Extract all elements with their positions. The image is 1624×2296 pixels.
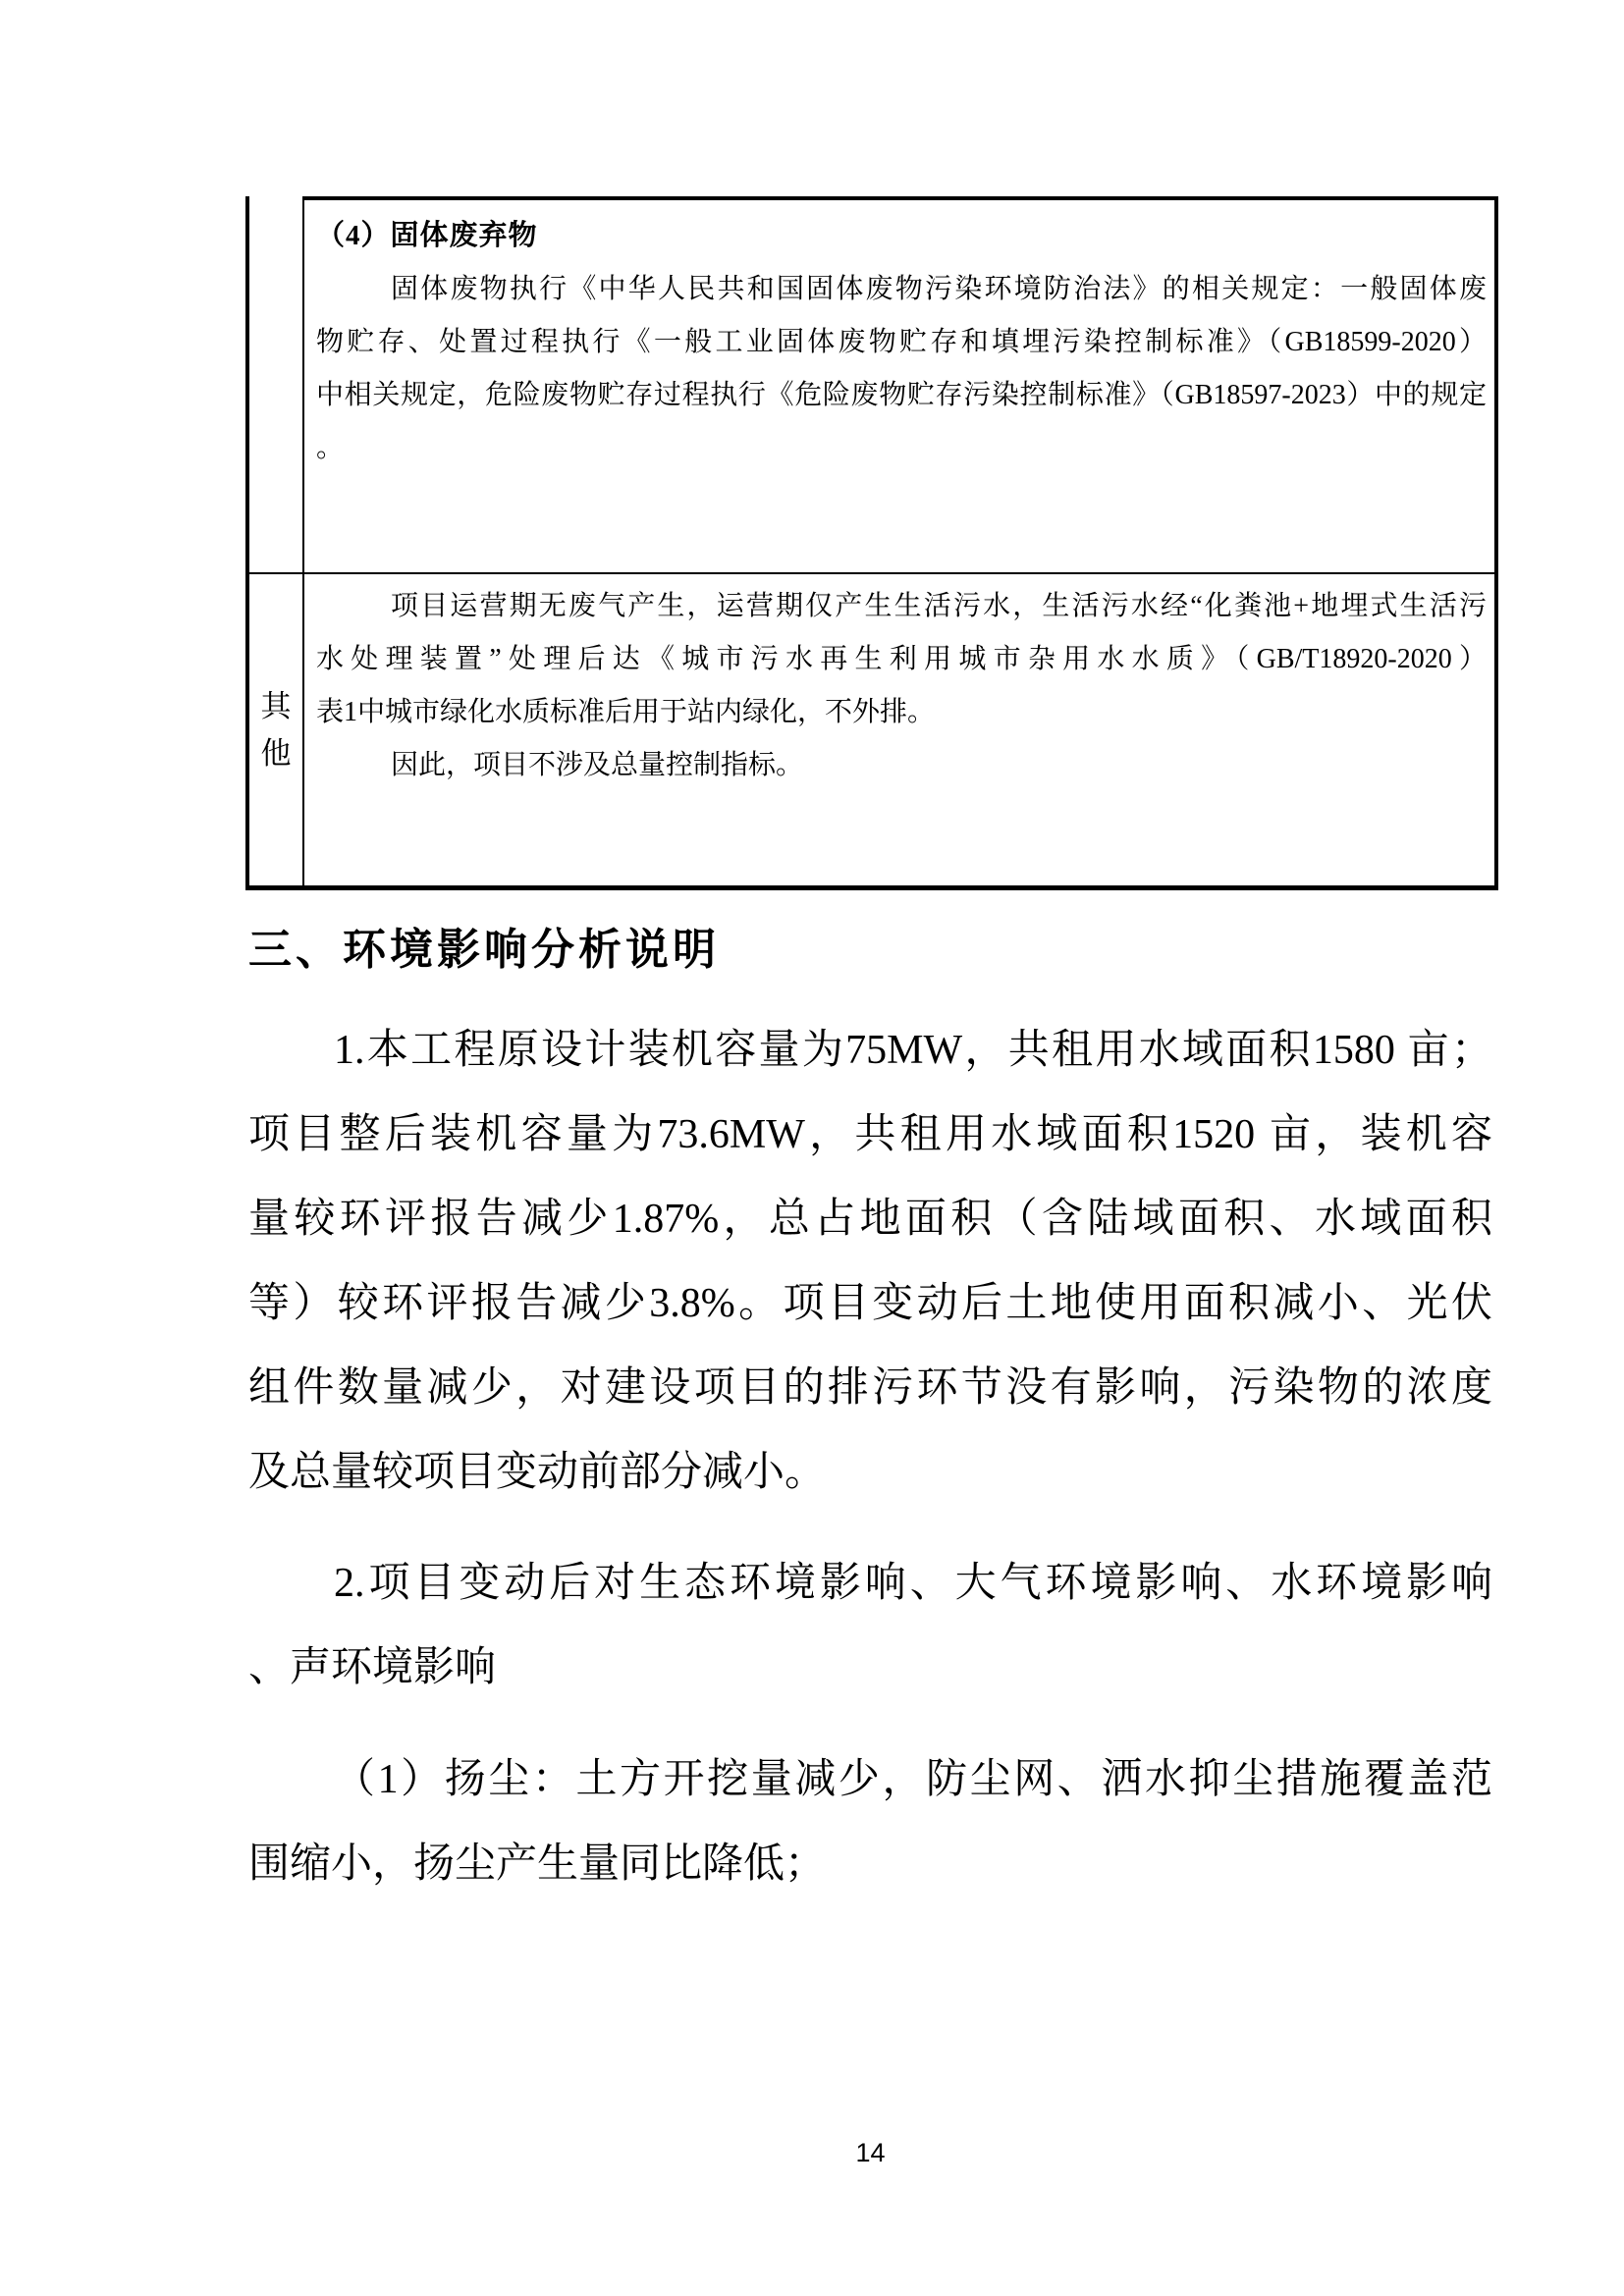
table-row2-line-4: 因此，项目不涉及总量控制指标。 bbox=[391, 750, 804, 780]
solid-waste-heading: （4）固体废弃物 bbox=[316, 220, 538, 251]
table-row1-line-2: 物贮存、处置过程执行《一般工业固体废物贮存和填埋污染控制标准》（GB18599-2020） bbox=[316, 327, 1487, 357]
section-title: 三、环境影响分析说明 bbox=[248, 926, 720, 974]
table-row2-line-1: 项目运营期无废气产生，运营期仅产生生活污水，生活污水经“化粪池+地埋式生活污 bbox=[391, 591, 1487, 621]
paragraph-1-line-4: 等）较环评报告减少3.8%。项目变动后土地使用面积减小、光伏 bbox=[248, 1281, 1492, 1326]
paragraph-1-line-1: 1.本工程原设计装机容量为75MW，共租用水域面积1580 亩； bbox=[334, 1028, 1492, 1073]
paragraph-3-line-1: （1）扬尘：土方开挖量减少，防尘网、洒水抑尘措施覆盖范 bbox=[334, 1757, 1492, 1802]
table-row1-line-3: 中相关规定，危险废物贮存过程执行《危险废物贮存污染控制标准》（GB18597-2023）中的规定 bbox=[316, 380, 1487, 410]
paragraph-2 bbox=[248, 1541, 1492, 1710]
paragraph-3 bbox=[248, 1737, 1492, 1906]
paragraph-1-line-2: 项目整后装机容量为73.6MW，共租用水域面积1520 亩，装机容 bbox=[248, 1112, 1492, 1157]
table-row1-line-1: 固体废物执行《中华人民共和国固体废物污染环境防治法》的相关规定：一般固体废 bbox=[391, 274, 1487, 304]
paragraph-2-line-2: 、声环境影响 bbox=[248, 1645, 497, 1690]
page-number: 14 bbox=[855, 2138, 886, 2167]
summary-table bbox=[245, 196, 1498, 890]
table-row2-label-cell bbox=[249, 574, 302, 886]
table-row2-line-2: 水处理装置”处理后达《城市污水再生利用城市杂用水水质》（GB/T18920-2020） bbox=[316, 644, 1487, 674]
table-row1-line-4: 。 bbox=[316, 433, 345, 463]
table-row1-content-cell bbox=[304, 200, 1494, 572]
table-row2-content-cell bbox=[304, 574, 1494, 886]
paragraph-2-line-1: 2.项目变动后对生态环境影响、大气环境影响、水环境影响 bbox=[334, 1561, 1492, 1606]
paragraph-1-line-3: 量较环评报告减少1.87%，总占地面积（含陆域面积、水域面积 bbox=[248, 1197, 1492, 1242]
paragraph-3-line-2: 围缩小，扬尘产生量同比降低； bbox=[248, 1842, 827, 1887]
paragraph-1-line-6: 及总量较项目变动前部分减小。 bbox=[248, 1450, 827, 1495]
table-border-right bbox=[1494, 196, 1498, 890]
row-label-other: 其他 bbox=[260, 689, 292, 771]
paragraph-1-line-5: 组件数量减少，对建设项目的排污环节没有影响，污染物的浓度 bbox=[248, 1365, 1492, 1411]
paragraph-1 bbox=[248, 1008, 1492, 1515]
table-row2-line-3: 表1中城市绿化水质标准后用于站内绿化，不外排。 bbox=[316, 697, 936, 727]
